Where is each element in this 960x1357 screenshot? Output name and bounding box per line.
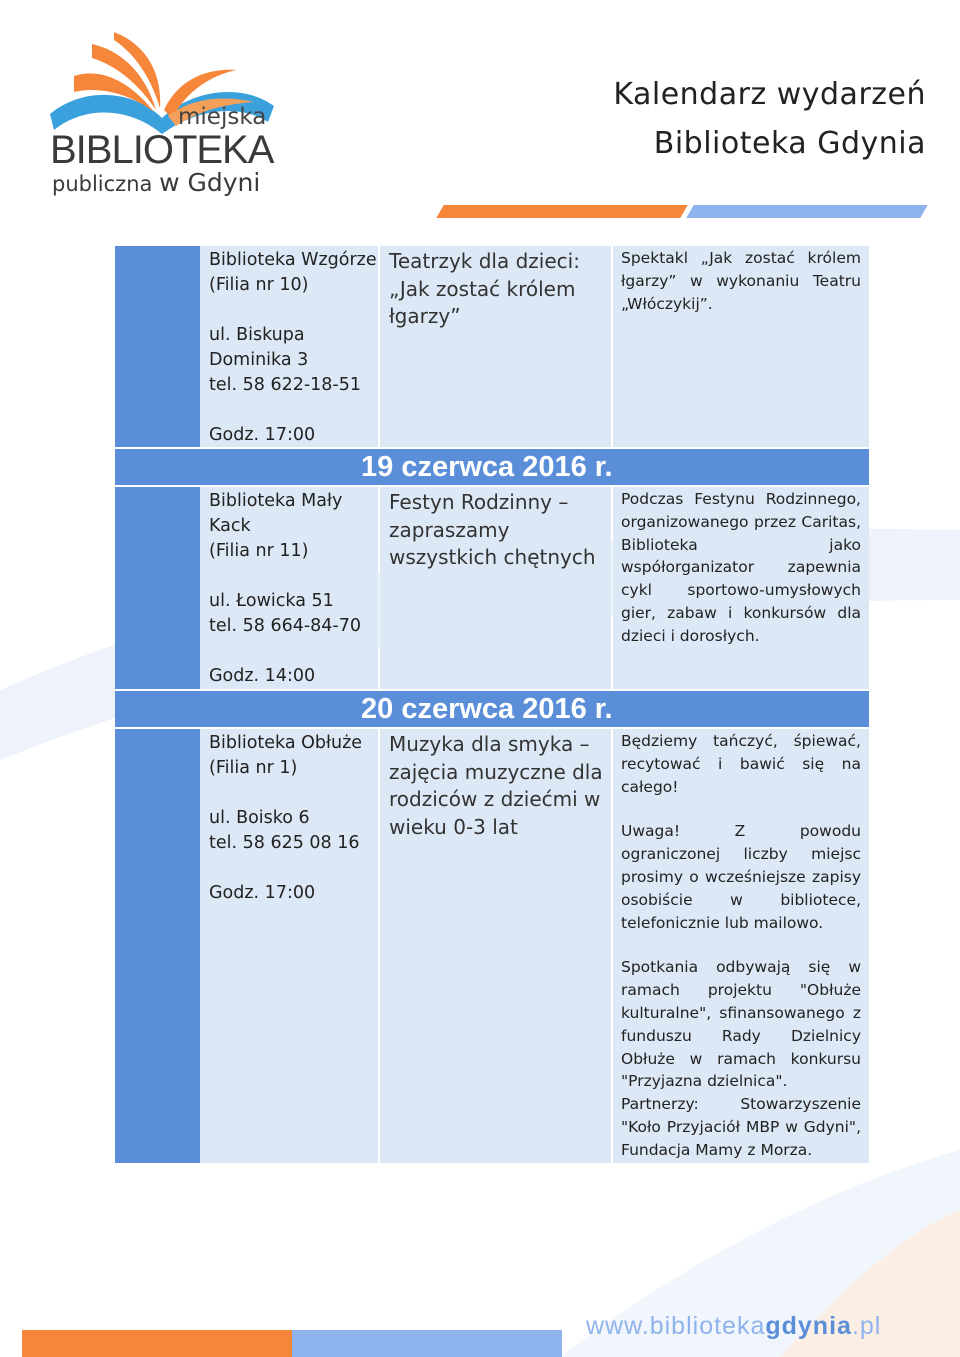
date-label: 19 czerwca 2016 r.: [361, 451, 613, 483]
place-line: tel. 58 664-84-70: [209, 616, 362, 636]
place-line: Kack: [209, 516, 251, 536]
logo-text-publiczna-word: publiczna: [52, 172, 153, 196]
event-place-cell: [200, 729, 378, 1163]
row-marker-bar: [115, 729, 200, 1163]
footer-url-bold: gdynia: [765, 1312, 852, 1340]
logo-text-biblioteka: BIBLIOTEKA: [50, 128, 274, 172]
footer-stripe-orange: [22, 1330, 292, 1357]
event-title-cell: Festyn Rodzinny – zapraszamy wszystkich chętnych: [380, 487, 611, 689]
description-paragraph: Będziemy tańczyć, śpiewać, recytować i bawić się na całego!: [621, 732, 861, 796]
description-paragraph: Spotkania odbywają się w ramach projektu "Obłuże kulturalne", sfinansowanego z funduszu Rady Dzielnicy Obłuże w ramach konkursu "Przyjazna dzielnica".: [621, 958, 861, 1091]
logo-text-miejska: miejska: [178, 104, 267, 130]
footer-stripe-blue: [292, 1330, 562, 1357]
place-line: Biblioteka Obłuże: [209, 733, 363, 753]
row-marker-bar: [115, 246, 200, 447]
place-line: (Filia nr 1): [209, 758, 298, 778]
date-label: 20 czerwca 2016 r.: [361, 693, 613, 725]
place-line: ul. Boisko 6: [209, 808, 310, 828]
event-time: Godz. 17:00: [209, 883, 316, 903]
place-line: tel. 58 625 08 16: [209, 833, 360, 853]
event-time: Godz. 17:00: [209, 425, 316, 445]
event-description-cell: [613, 487, 869, 689]
event-title-cell: Teatrzyk dla dzieci: „Jak zostać królem łgarzy”: [380, 246, 611, 447]
page-title-line2: Biblioteka Gdynia: [653, 126, 926, 161]
event-description-cell: [613, 246, 869, 447]
row-marker-bar: [115, 487, 200, 689]
footer-website-link[interactable]: [586, 1312, 881, 1341]
place-line: ul. Łowicka 51: [209, 591, 334, 611]
place-line: (Filia nr 11): [209, 541, 309, 561]
logo-text-publiczna: [52, 168, 260, 197]
logo-text-w-gdyni: w Gdyni: [159, 168, 261, 197]
event-time: Godz. 14:00: [209, 666, 316, 686]
footer-url-pre: www.biblioteka: [586, 1312, 766, 1340]
footer-url-post: .pl: [851, 1312, 882, 1340]
date-row: [115, 447, 869, 487]
date-row: [115, 689, 869, 729]
description-paragraph: Podczas Festynu Rodzinnego, organizowanego przez Caritas, Biblioteka jako współorganizator zapewnia cykl sportowo-umysłowych gier, zabaw i konkursów dla dzieci i dorosłych.: [621, 490, 861, 645]
place-line: ul. Biskupa: [209, 325, 305, 345]
event-place-cell: [200, 246, 378, 447]
place-line: Biblioteka Wzgórze: [209, 250, 377, 270]
place-line: tel. 58 622-18-51: [209, 375, 362, 395]
description-paragraph: Uwaga! Z powodu ograniczonej liczby miejsc prosimy o wcześniejsze zapisy osobiście w bibliotece, telefonicznie lub mailowo.: [621, 822, 861, 932]
event-title-cell: Muzyka dla smyka – zajęcia muzyczne dla rodziców z dziećmi w wieku 0-3 lat: [380, 729, 611, 1163]
event-description-cell: [613, 729, 869, 1163]
place-line: Dominika 3: [209, 350, 309, 370]
page-title-line1: Kalendarz wydarzeń: [613, 77, 926, 112]
place-line: Biblioteka Mały: [209, 491, 343, 511]
place-line: (Filia nr 10): [209, 275, 309, 295]
page-title: [613, 70, 926, 168]
event-place-cell: [200, 487, 378, 689]
header-stripe-orange: [436, 205, 688, 218]
description-paragraph: Partnerzy: Stowarzyszenie "Koło Przyjaciół MBP w Gdyni", Fundacja Mamy z Morza.: [621, 1095, 861, 1159]
description-paragraph: Spektakl „Jak zostać królem łgarzy” w wykonaniu Teatru „Włóczykij”.: [621, 249, 861, 313]
header-stripe-blue: [686, 205, 928, 218]
